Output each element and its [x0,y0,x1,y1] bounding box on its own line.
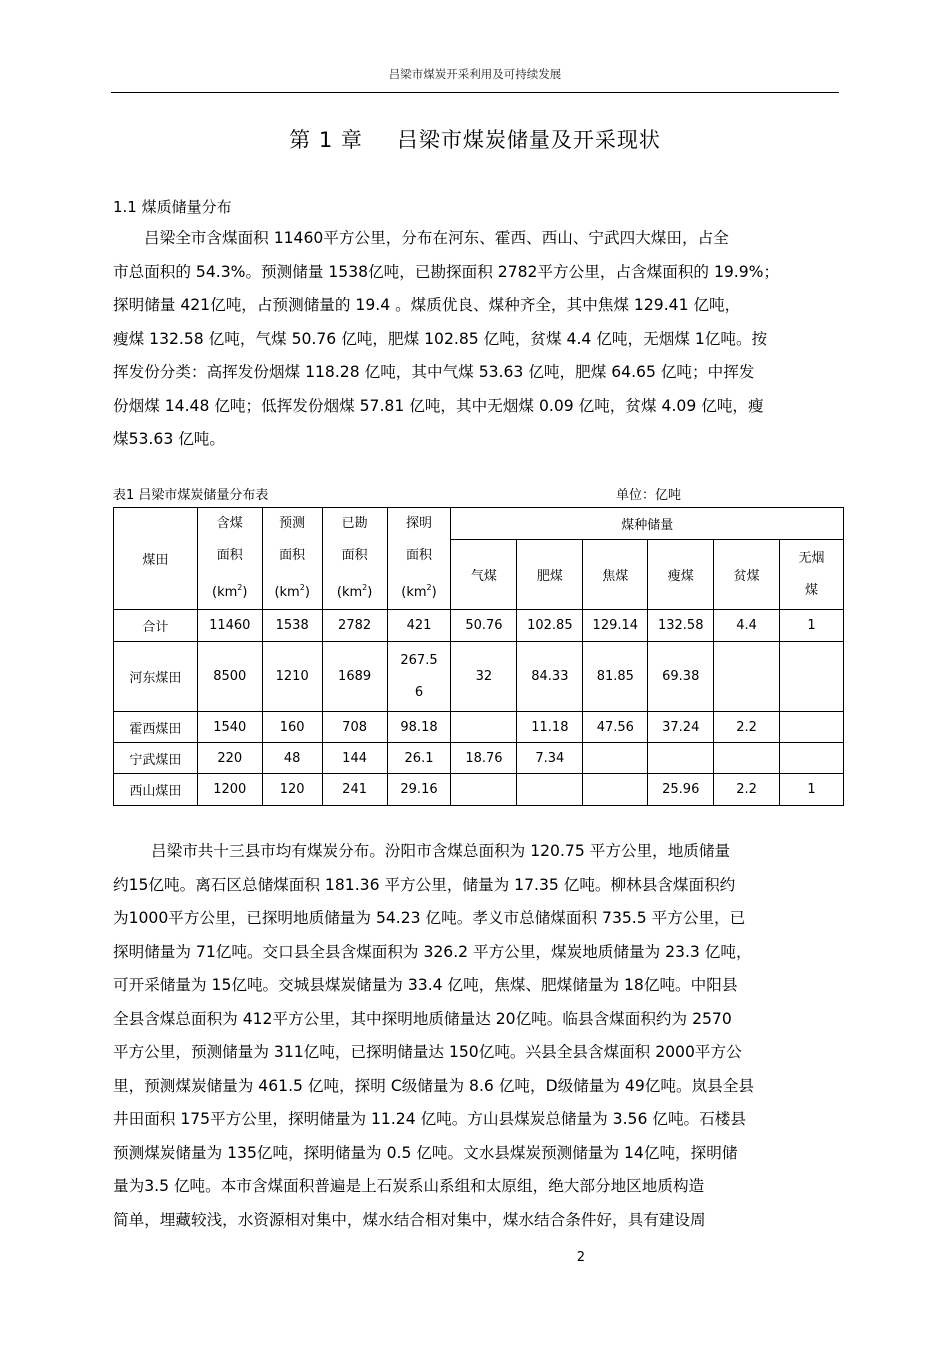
table-cell: 29.16 [387,774,451,806]
paragraph-line: 井田面积 175平方公里，探明储量为 11.24 亿吨。方山县煤炭总储量为 3.56 亿吨。石楼县 [113,1110,746,1128]
header-rule [111,92,839,93]
table-cell: 120 [262,774,322,806]
header-lean-coal: 瘦煤 [648,540,714,610]
paragraph-line: 吕梁市共十三县市均有煤炭分布。汾阳市含煤总面积为 120.75 平方公里，地质储量 [151,842,731,860]
paragraph-line: 里，预测煤炭储量为 461.5 亿吨，探明 C级储量为 8.6 亿吨，D级储量为 49亿吨。岚县全县 [113,1076,754,1095]
header-coal-types-group: 煤种储量 [451,508,844,540]
table-cell: 98.18 [387,712,451,743]
table-cell: 8500 [197,642,262,712]
table-cell: 4.4 [714,610,780,642]
table-cell [451,774,517,806]
table-row-hedong [114,642,844,712]
table-cell: 47.56 [583,712,648,743]
table-cell [780,642,844,712]
section-title: 1.1 煤质储量分布 [113,198,232,216]
paragraph-line: 吕梁全市含煤面积 11460平方公里，分布在河东、霍西、西山、宁武四大煤田，占全 [144,229,729,247]
table-cell: 西山煤田 [114,774,198,806]
table-cell: 50.76 [451,610,517,642]
table-cell [517,774,583,806]
header-text: 面积 [341,548,368,563]
page-number: 2 [576,1250,585,1265]
header-text: 面积 [216,548,243,563]
header-unit: $(km^2)$ [401,583,437,600]
header-coal-area [197,508,262,610]
paragraph-line: 简单，埋藏较浅，水资源相对集中，煤水结合相对集中，煤水结合条件好，具有建设周 [113,1210,706,1229]
table-cell: 1 [780,610,844,642]
table-cell: 48 [262,743,322,774]
paragraph-line: 挥发份分类：高挥发份烟煤 118.28 亿吨，其中气煤 53.63 亿吨，肥煤 64.65 亿吨；中挥发 [113,363,755,381]
table-cell: 2.2 [714,712,780,743]
table-cell: 霍西煤田 [114,712,198,743]
paragraph-line: 为1000平方公里，已探明地质储量为 54.23 亿吨。孝义市总储煤面积 735.5 平方公里，已 [113,909,746,927]
table-cell: 25.96 [648,774,714,806]
header-fat-coal: 肥煤 [517,540,583,610]
paragraph-line: 量为3.5 亿吨。本市含煤面积普遍是上石炭系山系组和太原组，绝大部分地区地质构造 [113,1177,705,1195]
paragraph-line: 瘦煤 132.58 亿吨，气煤 50.76 亿吨，肥煤 102.85 亿吨，贫煤 4.4 亿吨，无烟煤 1亿吨。按 [113,329,768,348]
table-cell [780,743,844,774]
table-cell: 220 [197,743,262,774]
chapter-number: 第 1 章 [289,128,363,152]
paragraph-line: 平方公里，预测储量为 311亿吨，已探明储量达 150亿吨。兴县全县含煤面积 2000平方公 [113,1043,742,1061]
coal-reserves-table [113,507,844,806]
table-cell: 132.58 [648,610,714,642]
table-cell: 11460 [197,610,262,642]
table-cell: 2.2 [714,774,780,806]
table-cell: 1689 [322,642,387,712]
header-text: 探明 [406,516,433,531]
header-text: 已勘 [341,516,368,531]
table-cell: 1540 [197,712,262,743]
table-cell: 32 [451,642,517,712]
cell-line: 267.5 [400,652,438,668]
table-cell: 河东煤田 [114,642,198,712]
table-cell: 宁武煤田 [114,743,198,774]
table-cell: 81.85 [583,642,648,712]
table-cell: 1538 [262,610,322,642]
paragraph-2 [113,835,841,1237]
table-cell: 84.33 [517,642,583,712]
header-coking-coal: 焦煤 [583,540,648,610]
table-cell [451,712,517,743]
table-cell: 102.85 [517,610,583,642]
table-header-row [114,508,844,540]
table-cell: 241 [322,774,387,806]
header-text: 煤 [805,582,819,598]
paragraph-line: 探明储量为 71亿吨。交口县全县含煤面积为 326.2 平方公里，煤炭地质储量为 23.3 亿吨， [113,942,752,961]
header-unit: $(km^2)$ [274,583,310,600]
table-cell: 合计 [114,610,198,642]
table-row-total [114,610,844,642]
table-cell: 421 [387,610,451,642]
header-unit: $(km^2)$ [336,583,373,600]
table-row-ningwu [114,743,844,774]
paragraph-line: 市总面积的 54.3%。预测储量 1538亿吨，已勘探面积 2782平方公里，占含煤面积的 19.9%； [113,262,780,281]
header-unit: $(km^2)$ [212,583,248,600]
table-cell: 1210 [262,642,322,712]
table-cell: 1 [780,774,844,806]
paragraph-line: 份烟煤 14.48 亿吨；低挥发份烟煤 57.81 亿吨，其中无烟煤 0.09 亿吨，贫煤 4.09 亿吨，瘦 [113,396,764,415]
table-cell: 129.14 [583,610,648,642]
paragraph-line: 煤53.63 亿吨。 [113,430,225,448]
running-header: 吕梁市煤炭开采利用及可持续发展 [388,67,562,81]
header-meager-coal: 贫煤 [714,540,780,610]
table-unit: 单位：亿吨 [616,488,682,503]
paragraph-line: 预测煤炭储量为 135亿吨，探明储量为 0.5 亿吨。文水县煤炭预测储量为 14亿吨，探明储 [113,1143,738,1162]
header-text: 预测 [279,516,306,531]
paragraph-line: 可开采储量为 15亿吨。交城县煤炭储量为 33.4 亿吨，焦煤、肥煤储量为 18亿吨。中阳县 [113,976,738,994]
table-cell: 708 [322,712,387,743]
header-gas-coal: 气煤 [451,540,517,610]
table-cell: 26.1 [387,743,451,774]
header-anthracite [780,540,844,610]
table-cell: 7.34 [517,743,583,774]
table-caption-text: 表1 吕梁市煤炭储量分布表 [113,488,269,503]
paragraph-line: 探明储量 421亿吨，占预测储量的 19.4 。煤质优良、煤种齐全，其中焦煤 129.41 亿吨， [113,296,741,314]
chapter-heading [0,124,950,154]
table-cell [714,743,780,774]
chapter-title: 吕梁市煤炭储量及开采现状 [396,128,661,152]
table-row-xishan [114,774,844,806]
table-cell: 37.24 [648,712,714,743]
table-cell: 160 [262,712,322,743]
paragraph-line: 全县含煤总面积为 412平方公里，其中探明地质储量达 20亿吨。临县含煤面积约为 2570 [113,1009,732,1028]
table-cell [387,642,451,712]
table-row-huoxi [114,712,844,743]
table-cell: 18.76 [451,743,517,774]
table-cell: 1200 [197,774,262,806]
table-cell: 69.38 [648,642,714,712]
table-cell: 2782 [322,610,387,642]
table-cell [648,743,714,774]
table-cell [780,712,844,743]
header-text: 无烟 [798,550,825,566]
header-predicted-area [262,508,322,610]
header-explored-area [322,508,387,610]
table-cell [714,642,780,712]
header-text: 面积 [279,548,306,563]
table-cell: 144 [322,743,387,774]
paragraph-line: 约15亿吨。离石区总储煤面积 181.36 平方公里，储量为 17.35 亿吨。柳林县含煤面积约 [113,875,736,894]
header-text: 含煤 [216,516,243,531]
header-proven-area [387,508,451,610]
header-text: 面积 [406,548,433,563]
table-cell: 11.18 [517,712,583,743]
header-field: 煤田 [114,508,198,610]
cell-line: 6 [414,684,424,700]
table-cell [583,774,648,806]
table-cell [583,743,648,774]
table-caption [113,484,841,503]
paragraph-1 [113,222,841,457]
